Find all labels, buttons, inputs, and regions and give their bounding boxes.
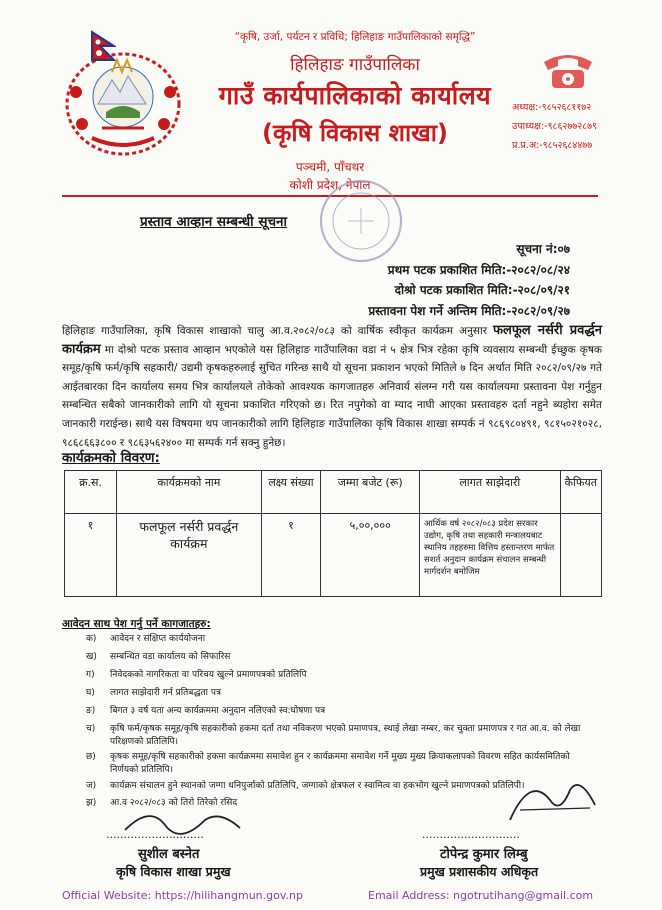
col-budget: जम्मा बजेट (रू) [321, 471, 420, 514]
table-row [65, 514, 602, 597]
col-name: कार्यक्रमको नाम [117, 471, 262, 514]
cell-sn: १ [65, 514, 117, 597]
cell-target: १ [261, 514, 321, 597]
right-signature-line: ............................ [422, 828, 520, 841]
notice-body [62, 322, 602, 452]
nepal-flag-icon [90, 30, 116, 62]
col-cost-sharing: लागत साझेदारी [420, 471, 561, 514]
nepal-emblem [62, 42, 184, 157]
list-text: निवेदकको नागरिकता वा परिचय खुल्ने प्रमाणपत्रको प्रतिलिपि [110, 670, 307, 680]
list-item [86, 633, 596, 646]
list-text: आवेदन र संक्षिप्त कार्ययोजना [110, 634, 206, 644]
cell-cost-sharing: आर्थिक वर्ष २०८२/०८३ प्रदेश सरकार उद्योग, कृषि तथा सहकारी मन्त्रालयबाट स्थानिय तहहरुमा वित्तिय हस्तान्तरण मार्फत सशर्त अनुदान कार्यक्रम संचालन सम्बन्धी मार्गदर्शन बमोजिम [420, 514, 561, 597]
right-signature [500, 770, 600, 830]
phone-cao: प्र.प्र.अ:-९८५२६८४४७७ [512, 140, 593, 151]
left-signature-line: ............................ [106, 828, 204, 841]
col-remarks: कैफियत [560, 471, 601, 514]
cell-remarks [560, 514, 601, 597]
phone-vice-chair: उपाध्यक्ष:-९८६२७७२८७९ [512, 121, 597, 132]
notice-subject: प्रस्ताव आव्हान सम्बन्धी सूचना [140, 214, 288, 230]
list-text: लागत साझेदारी गर्न प्रतिबद्धता पत्र [110, 688, 221, 698]
list-key: छ) [86, 752, 96, 762]
col-target: लक्ष्य संख्या [261, 471, 321, 514]
municipality-name: हिलिहाङ गाउँपालिका [290, 55, 420, 75]
first-published-date: प्रथम पटक प्रकाशित मिति:-२०८२/०८/२४ [387, 263, 570, 277]
list-key: च) [86, 724, 96, 734]
phone-list [512, 98, 597, 155]
list-item [86, 723, 596, 749]
email-address: Email Address: ngotrutihang@gmail.com [368, 889, 594, 902]
body-text-2: मा दोश्रो पटक प्रस्ताव आव्हान भएकोले यस हिलिहाङ गाउँपालिका वडा नं ५ क्षेत्र भित्र रहेका कृषि व्यवसाय सम्बन्धी ईच्छुक कृषक समूह/कृषि फर्म/कृषि सहकारी/ उद्यमी कृषकहरुलाई सुचित गरिन्छ साथै यो सूचना प्रकाशन भएको मितिले ७ दिन अर्थात मिति २०८२/०९/२७ गते आईतबारका दिन कार्यालय समय भित्र कार्यालयले तोकेको आवश्यक कागजातहरु अनिवार्य संलग्न गरी यस कार्यालयमा प्रस्तावना पेश गर्नुहुन सम्बन्धित सबैको जानकारीको लागि यो सूचना प्रकाशित गरिएको छ। रित नपुगेको वा म्याद नाघी आएका प्रस्तावहरु दर्ता नहुने ब्यहोरा समेत जानकारी गराईन्छ। साथै यस विषयमा थप जानकारीको लागि हिलिहाङ गाउँपालिका कृषि विकास शाखा सम्पर्क नं ९८६९८०४९१, ९८१५०२१०२८, ९८६८६६३८०० र ९८६३५६२४०० मा सम्पर्क गर्न सक्नु हुनेछ। [62, 343, 602, 449]
list-key: ग) [86, 670, 95, 680]
left-signer-title: कृषि विकास शाखा प्रमुख [116, 864, 231, 879]
list-key: क) [86, 634, 97, 644]
list-text: कृषक समूह/कृषि सहकारीको हकमा कार्यक्रममा समावेश हुन र कार्यक्रममा समावेश गर्ने मुख्य मुख्य क्रियाकलापको विवरण सहित कार्यसमितिको निर्णयको प्रतिलिपि। [110, 752, 570, 775]
list-key: ङ) [86, 706, 96, 716]
list-text: कृषि फर्म/कृषक समूह/कृषि सहकारीको हकमा दर्ता तथा नविकरण भएको प्रमाणपत्र, स्थाई लेखा नम्बर, कर चुक्ता प्रमाणपत्र र गत आ.व. को लेखा परिक्षणको प्रतिलिपि। [110, 724, 581, 747]
slogan: “कृषि, उर्जा, पर्यटन र प्रविधि; हिलिहाङ गाउँपालिकाको समृद्धि” [234, 31, 476, 43]
deadline-date: प्रस्तावना पेश गर्ने अन्तिम मिति:-२०८२/०९/२७ [368, 304, 570, 318]
branch-title: (कृषि विकास शाखा) [262, 119, 448, 147]
list-key: ख) [86, 652, 97, 662]
table-header-row [65, 471, 602, 514]
list-key: घ) [86, 688, 95, 698]
list-item [86, 651, 596, 664]
left-signer-name: सुशील बस्नेत [138, 847, 200, 862]
list-key: ज) [86, 781, 97, 791]
notice-number: सूचना नं:०७ [516, 242, 570, 256]
list-text: बिगत ३ वर्ष यता अन्य कार्यक्रममा अनुदान नलिएको स्व:घोषणा पत्र [110, 706, 326, 716]
telephone-icon [540, 48, 596, 92]
cell-name: फलफूल नर्सरी प्रवर्द्धन कार्यक्रम [117, 514, 262, 597]
phone-chair: अध्यक्ष:-९८५२६८११७२ [512, 102, 592, 113]
list-item [86, 669, 596, 682]
official-website: Official Website: https://hilihangmun.gov.np [62, 889, 303, 902]
address-line-1: पञ्चमी, पाँचथर [295, 160, 365, 174]
col-sn: क्र.स. [65, 471, 117, 514]
second-published-date: दोश्रो पटक प्रकाशित मिति:-२०८/०९/२१ [394, 283, 570, 297]
list-text: आ.व २०८२/०८३ को तिरो तिरेको रसिद [110, 798, 238, 808]
cell-budget: ५,००,००० [321, 514, 420, 597]
documents-heading: आवेदन साथ पेश गर्नु पर्ने कागजातहरु: [62, 618, 211, 630]
list-item [86, 687, 596, 700]
body-text-1: हिलिहाङ गाउँपालिका, कृषि विकास शाखाको चालु आ.व.२०८२/०८३ को वार्षिक स्वीकृत कार्यक्रम अनुसार [62, 325, 494, 337]
list-key: झ) [86, 798, 97, 808]
list-text: कार्यक्रम संचालन हुने स्थानको जग्गा धनिपुर्जाको प्रतिलिपि, जग्गाको क्षेत्रफल र स्वामित्व वा हकभोग खुल्ने प्रमाणपत्रको प्रतिलिपी। [110, 781, 525, 791]
program-table [64, 470, 602, 597]
right-signer-name: टोपेन्द्र कुमार लिम्बु [440, 847, 528, 862]
office-seal [318, 176, 404, 266]
list-item [86, 705, 596, 718]
list-text: सम्बन्धित वडा कार्यालय को सिफारिस [110, 652, 231, 662]
program-heading: कार्यक्रमको विवरण: [62, 450, 160, 466]
address-line-2: कोशी प्रदेश, नेपाल [289, 178, 371, 192]
office-title: गाउँ कार्यपालिकाको कार्यालय [218, 81, 492, 110]
right-signer-title: प्रमुख प्रशासकीय अधिकृत [420, 864, 539, 879]
program-name-bold: फलफूल नर्सरी प्रवर्द्धन कार्यक्रम [62, 323, 603, 357]
